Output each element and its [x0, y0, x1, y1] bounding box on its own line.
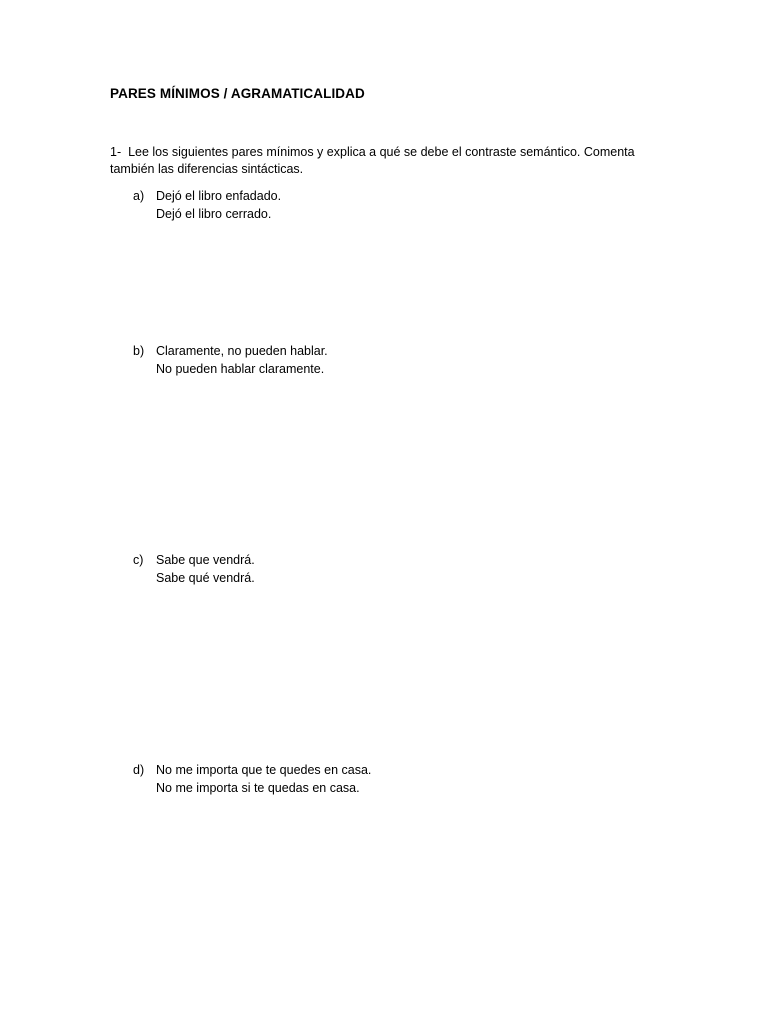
item-marker: d)	[133, 763, 145, 777]
item-marker: b)	[133, 344, 145, 358]
item-sentences	[156, 762, 371, 797]
page-title: PARES MÍNIMOS / AGRAMATICALIDAD	[110, 86, 365, 101]
sentence-2: No me importa si te quedas en casa.	[156, 780, 360, 795]
sentence-1: Dejó el libro enfadado.	[156, 189, 282, 203]
item-marker: c)	[133, 553, 144, 567]
sentence-2: No pueden hablar claramente.	[156, 361, 325, 376]
question-text: Lee los siguientes pares mínimos y explica a qué se debe el contraste semántico. Comenta también las diferencias sintácticas.	[110, 145, 635, 176]
item-marker: a)	[133, 189, 145, 203]
question-1	[110, 144, 670, 178]
item-sentences	[156, 552, 255, 587]
item-sentences	[156, 188, 281, 223]
sentence-1: Sabe que vendrá.	[156, 553, 255, 567]
sentence-2: Sabe qué vendrá.	[156, 570, 255, 585]
sentence-1: No me importa que te quedes en casa.	[156, 763, 372, 777]
sentence-2: Dejó el libro cerrado.	[156, 206, 272, 221]
question-number: 1-	[110, 145, 122, 159]
item-sentences	[156, 343, 328, 378]
sentence-1: Claramente, no pueden hablar.	[156, 344, 328, 358]
